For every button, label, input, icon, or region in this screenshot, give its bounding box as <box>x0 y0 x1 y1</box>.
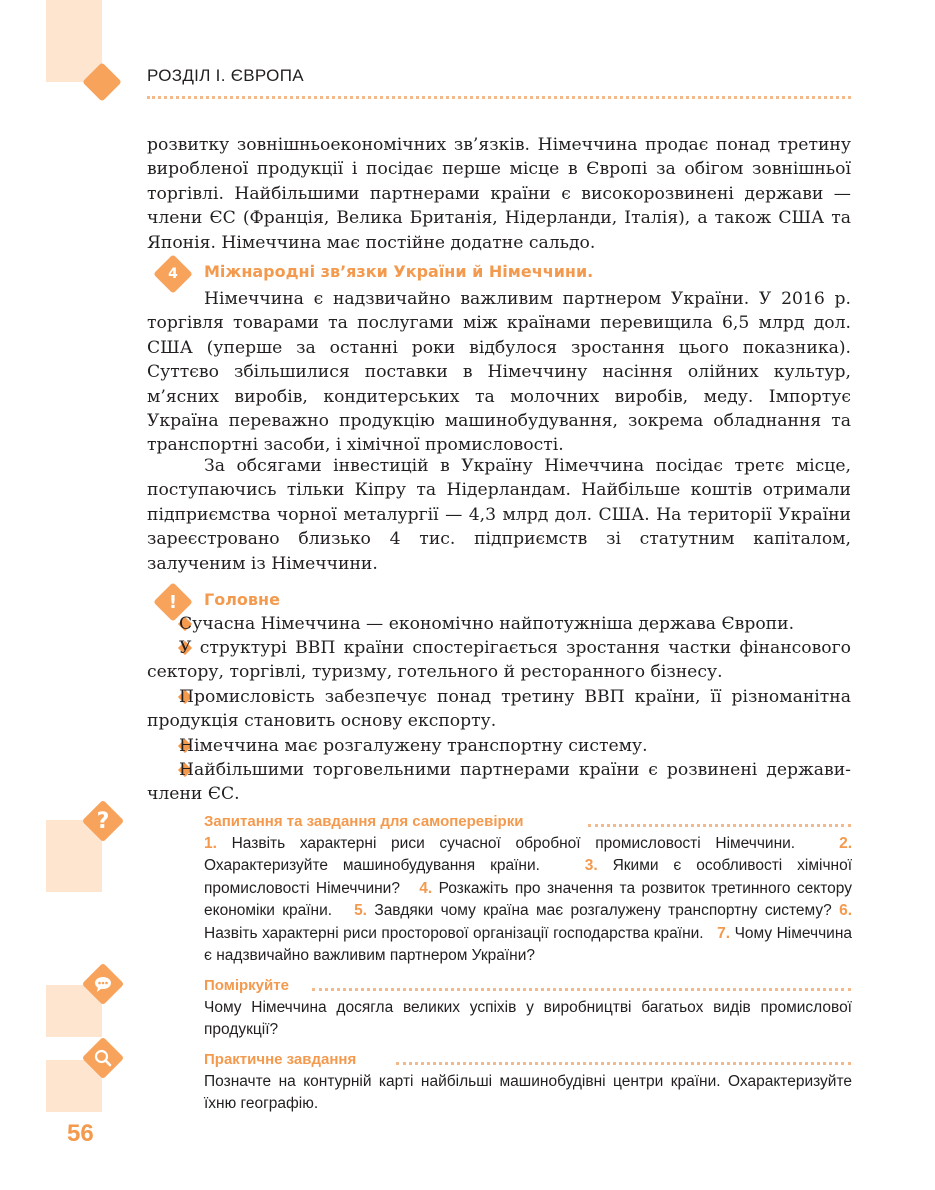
question-text: Розкажіть про значення та розвиток третинного сектору економіки країни. <box>204 879 853 920</box>
think-text: Чому Німеччина досягла великих успіхів у виробництві багатьох видів промислової продукції? <box>204 999 852 1039</box>
practical-heading: Практичне завдання <box>204 1051 357 1068</box>
main-point-item: Найбільшими торговельними партнерами країни є розвинені держави-члени ЄС. <box>147 760 851 805</box>
question-text: Чому Німеччина є надзвичайно важливим партнером України? <box>204 924 853 965</box>
practical-text: Позначте на контурній карті найбільші машинобудівні центри країни. Охарактеризуйте їхню географію. <box>204 1073 852 1113</box>
exclamation-icon: ! <box>168 591 178 613</box>
question-text: Охарактеризуйте машинобудування країни. <box>204 857 540 875</box>
questions-list <box>204 833 852 967</box>
magnifier-icon <box>92 1047 114 1069</box>
question-number: 6. <box>839 902 853 920</box>
question-text: Назвіть характерні риси просторової організації господарства країни. <box>204 924 704 942</box>
question-number: 7. <box>717 924 731 942</box>
question-number: 3. <box>584 857 598 875</box>
questions-divider <box>588 824 851 827</box>
main-point-item: Промисловість забезпечує понад третину ВВП країни, її різноманітна продукція становить основу експорту. <box>147 687 851 732</box>
question-mark-icon: ? <box>96 808 110 834</box>
practical-divider <box>396 1062 851 1065</box>
main-point-item: Сучасна Німеччина — економічно найпотужніша держава Європи. <box>179 614 795 634</box>
question-text: Завдяки чому країна має розгалужену транспортну систему? <box>374 902 832 920</box>
questions-heading: Запитання та завдання для самоперевірки <box>204 813 524 830</box>
question-text: Якими є особливості хімічної промисловості Німеччини? <box>204 857 853 897</box>
main-points-heading: Головне <box>204 590 280 609</box>
question-text: Назвіть характерні риси сучасної обробної промисловості Німеччини. <box>231 835 796 852</box>
think-divider <box>312 988 851 991</box>
question-number: 4. <box>419 879 433 897</box>
section-number: 4 <box>168 266 178 282</box>
section-paragraph-1: Німеччина є надзвичайно важливим партнером України. У 2016 р. торгівля товарами та послугами між країнами перевищила 6,5 млрд дол. США (уперше за останні роки відбулося зростання цього показника). Суттєво збільшилися поставки в Німеччину насіння олійних культур, м’ясних виробів, кондитерських та молочних виробів, меду. Імпортує Україна переважно продукцію машинобудування, зокрема обладнання та транспортні засоби, і хімічної промисловості. <box>147 289 851 456</box>
page-number: 56 <box>67 1120 94 1147</box>
section-heading: Міжнародні зв’язки України й Німеччини. <box>204 262 594 281</box>
chapter-title: РОЗДІЛ І. ЄВРОПА <box>147 66 304 85</box>
header-divider <box>147 96 851 99</box>
main-point-item: У структурі ВВП країни спостерігається зростання частки фінансового сектору, торгівлі, туризму, готельного й ресторанного бізнесу. <box>147 638 851 683</box>
section-paragraph-2: За обсягами інвестицій в Україну Німеччина посідає третє місце, поступаючись тільки Кіпру та Нідерландам. Найбільше коштів отримали підприємства чорної металургії — 4,3 млрд дол. США. На території України зареєстровано близько 4 тис. підприємств зі статутним капіталом, залученим із Німеччини. <box>147 456 851 574</box>
question-number: 5. <box>354 902 367 920</box>
main-point-item: Німеччина має розгалужену транспортну систему. <box>179 736 648 756</box>
speech-bubble-icon <box>92 973 114 995</box>
question-number: 2. <box>839 835 853 852</box>
intro-paragraph: розвитку зовнішньоекономічних зв’язків. Німеччина продає понад третину виробленої продукції і посідає перше місце в Європі за обігом зовнішньої торгівлі. Найбільшими партнерами країни є високорозвинені держави — члени ЄС (Франція, Велика Британія, Нідерланди, Італія), а також США та Японія. Німеччина має постійне додатне сальдо. <box>147 135 851 253</box>
question-number: 1. <box>204 835 217 852</box>
think-heading: Поміркуйте <box>204 977 289 994</box>
